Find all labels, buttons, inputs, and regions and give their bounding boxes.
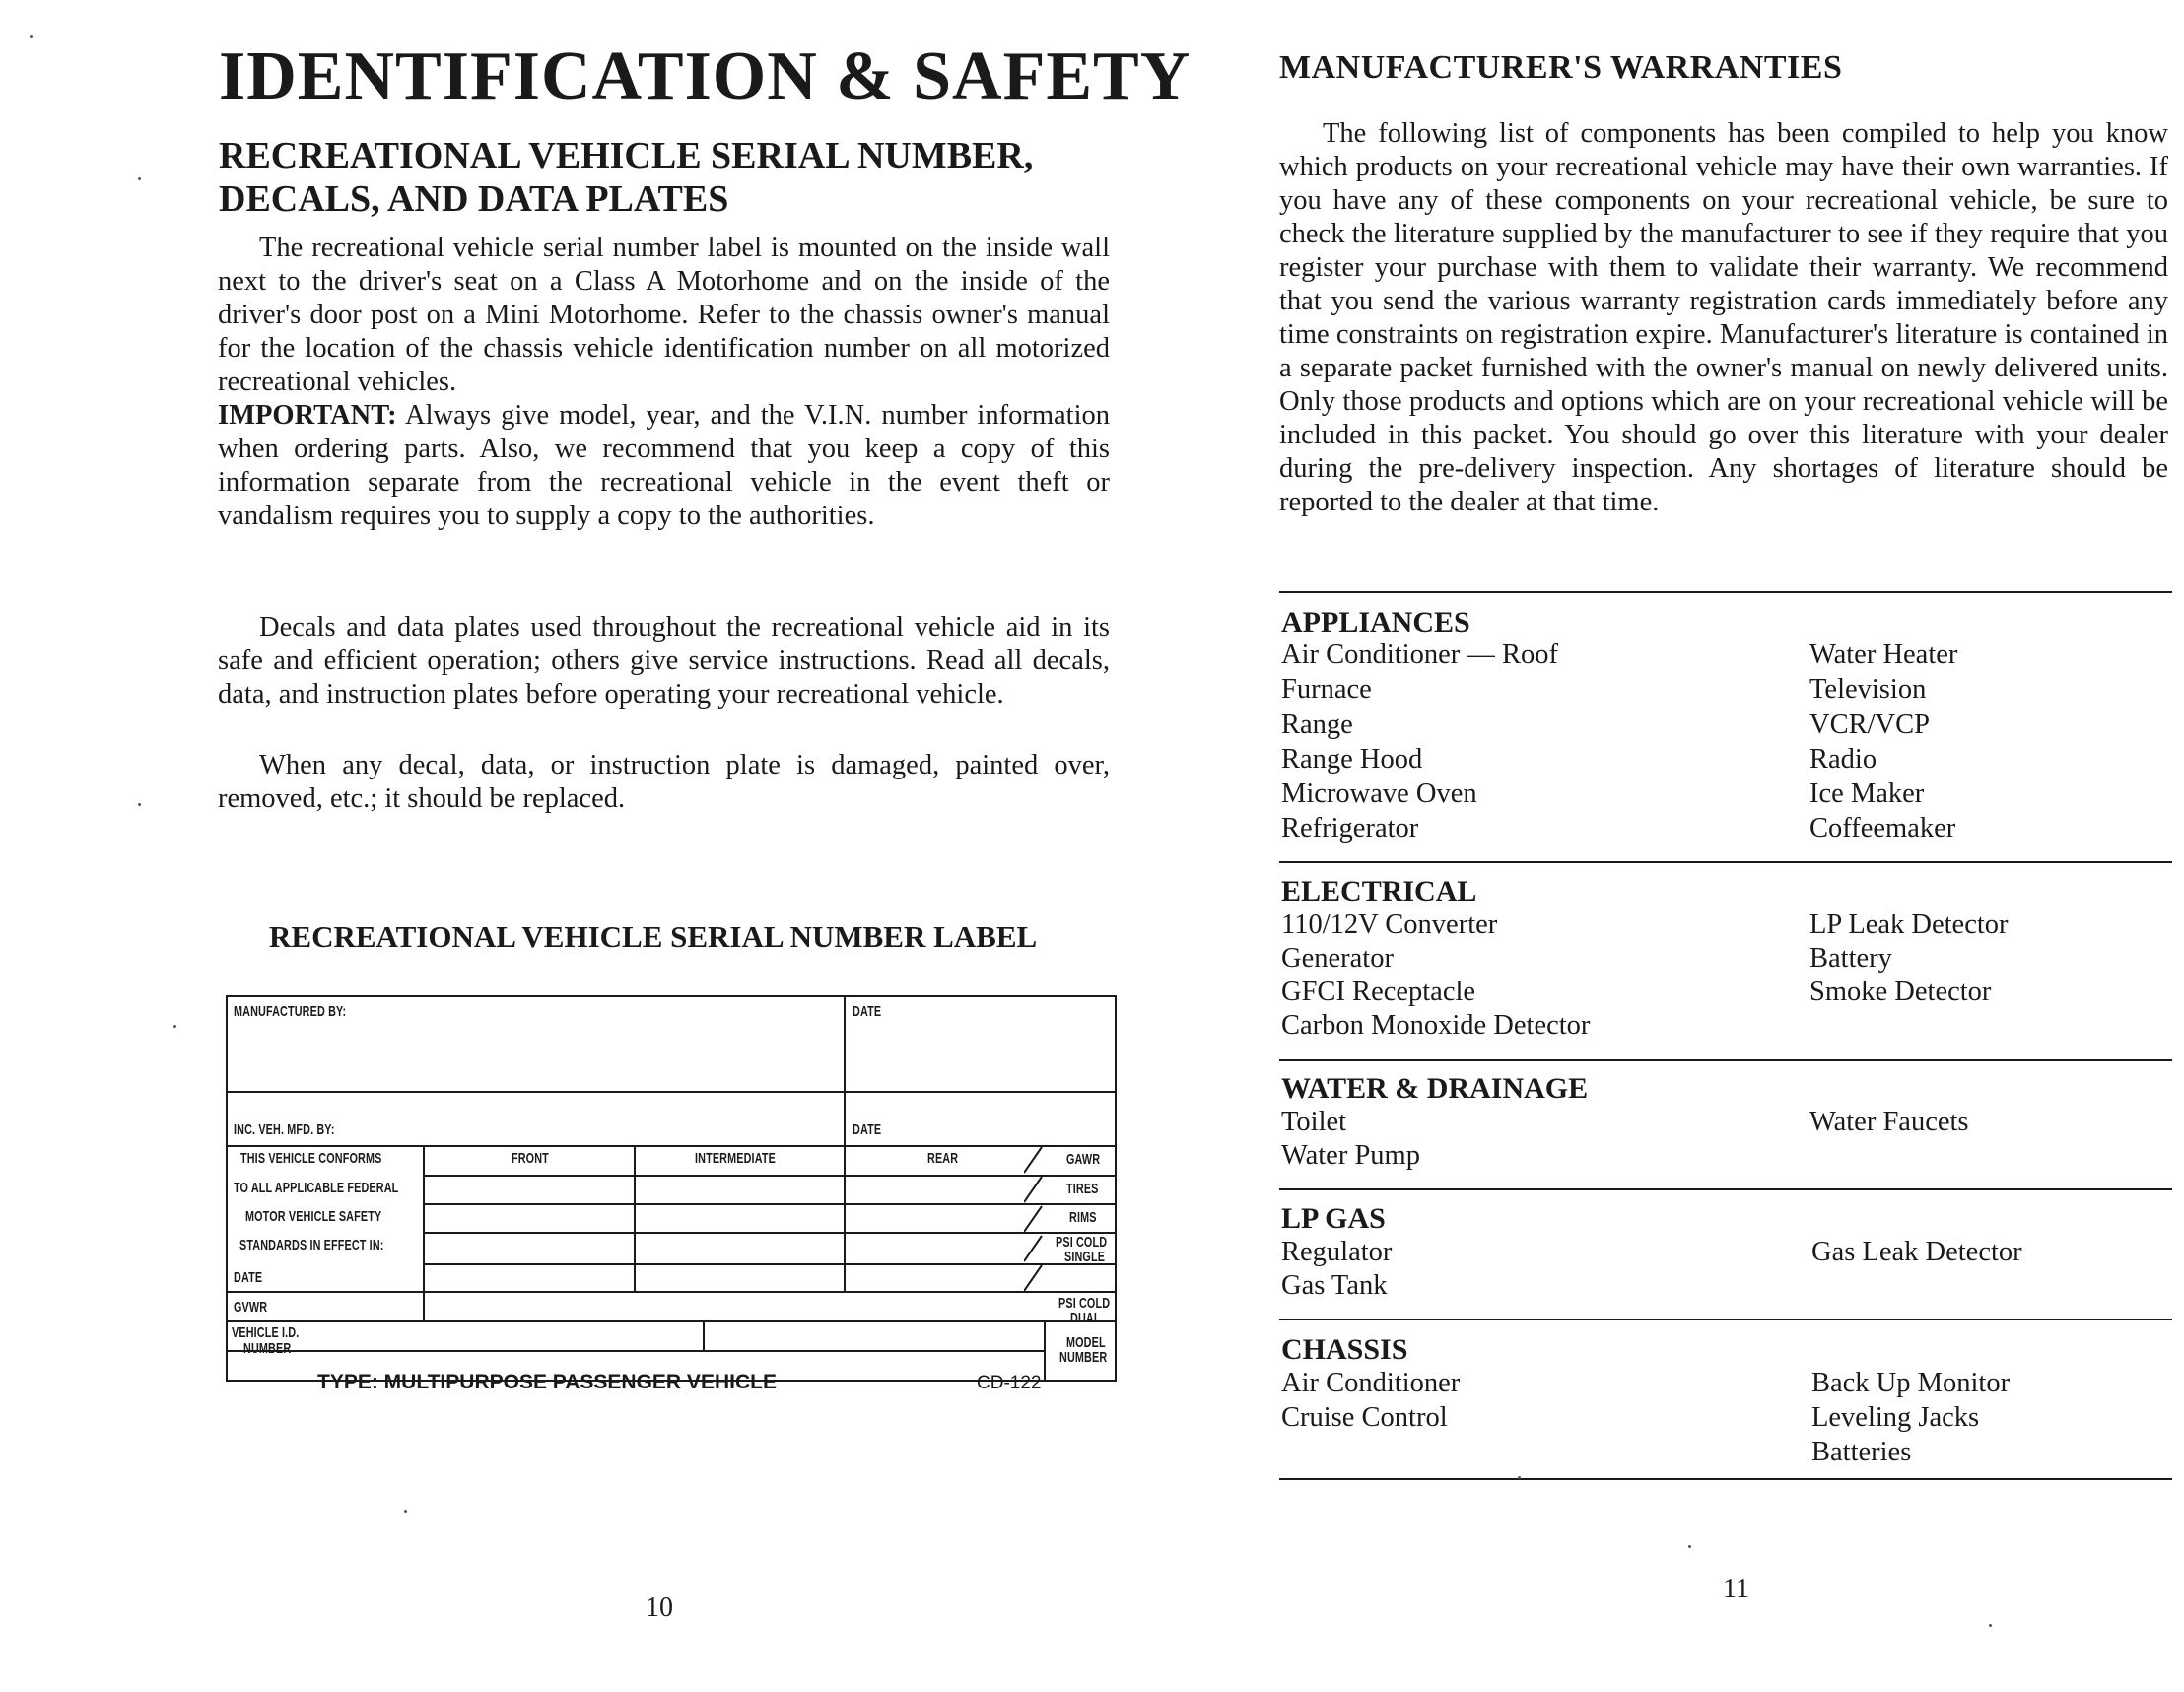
divider [1279,1059,2172,1061]
scan-speck [404,1510,407,1513]
model-number-label-2: NUMBER [1059,1349,1108,1366]
date-label-3: DATE [234,1269,263,1286]
serial-label-text: The recreational vehicle serial number label is mounted on the inside wall next to the driver's seat on a Class A Motorhome and on the inside of the driver's door post on a Mini Motorhome. Refer to the chassis owner's manual for the location of the chassis vehicle identification number on all motorized recreational vehicles. [218,233,1110,397]
row-gawr: GAWR [1066,1151,1101,1168]
scan-speck [1518,1476,1521,1479]
col-rear: REAR [927,1150,959,1167]
component-item: Refrigerator [1281,813,1419,844]
col-front: FRONT [512,1150,549,1167]
component-item: 110/12V Converter [1281,910,1498,940]
component-item: Regulator [1281,1237,1393,1267]
category-heading-electrical: ELECTRICAL [1281,875,1477,908]
row-psi-single-2: SINGLE [1064,1249,1106,1265]
conforms-line-4: STANDARDS IN EFFECT IN: [239,1237,384,1253]
row-rims: RIMS [1069,1209,1097,1226]
important-paragraph [218,399,1110,533]
label-caption: RECREATIONAL VEHICLE SERIAL NUMBER LABEL [269,919,1038,954]
divider-bottom [1279,1478,2172,1480]
replacement-paragraph [218,749,1110,816]
date-label-1: DATE [853,1003,882,1020]
component-item: Carbon Monoxide Detector [1281,1010,1591,1041]
component-item: Television [1809,674,1927,705]
divider-top [1279,591,2172,593]
component-item: Back Up Monitor [1811,1368,2011,1398]
component-item: Ice Maker [1809,778,1925,809]
form-code: CD-122 [977,1373,1042,1393]
component-item: Air Conditioner [1281,1368,1461,1398]
gvwr-label: GVWR [234,1299,268,1316]
scan-speck [173,1025,176,1028]
date-label-2: DATE [853,1121,882,1138]
col-intermediate: INTERMEDIATE [695,1150,776,1167]
model-number-label-1: MODEL [1066,1334,1106,1351]
warranties-title: MANUFACTURER'S WARRANTIES [1279,49,1843,86]
section-heading [219,134,1165,221]
vehicle-id-label-2: NUMBER [243,1340,292,1357]
component-item: Water Faucets [1809,1107,1969,1137]
decals-text: Decals and data plates used throughout the recreational vehicle aid in its safe and efficient operation; others give service instructions. Read all decals, data, and instruction plates before operating your recreational vehicle. [218,612,1110,710]
warranties-intro [1279,117,2168,519]
replacement-text: When any decal, data, or instruction plate is damaged, painted over, removed, etc.; it should be replaced. [218,750,1110,814]
scan-speck [1989,1624,1992,1627]
component-item: Generator [1281,943,1394,974]
component-item: GFCI Receptacle [1281,977,1476,1007]
component-item: Batteries [1811,1437,1912,1467]
component-item: Radio [1809,744,1877,775]
component-item: Range Hood [1281,744,1423,775]
page-title: IDENTIFICATION & SAFETY [219,38,1192,114]
component-item: Gas Tank [1281,1270,1388,1301]
component-item: Smoke Detector [1809,977,1992,1007]
category-heading-appliances: APPLIANCES [1281,606,1470,639]
row-psi-dual-1: PSI COLD [1058,1295,1111,1312]
row-tires: TIRES [1066,1181,1099,1197]
conforms-line-3: MOTOR VEHICLE SAFETY [245,1208,382,1225]
divider [1279,1319,2172,1320]
inc-veh-mfd-by-label: INC. VEH. MFD. BY: [234,1121,335,1138]
conforms-line-1: THIS VEHICLE CONFORMS [240,1150,382,1167]
component-item: VCR/VCP [1809,710,1930,740]
vehicle-id-label-1: VEHICLE I.D. [232,1324,300,1341]
scan-speck [30,35,33,38]
component-item: LP Leak Detector [1809,910,2009,940]
component-item: Coffeemaker [1809,813,1956,844]
row-psi-single-1: PSI COLD [1056,1234,1108,1251]
category-heading-chassis: CHASSIS [1281,1333,1408,1366]
divider [1279,1188,2172,1190]
component-item: Range [1281,710,1353,740]
component-item: Gas Leak Detector [1811,1237,2022,1267]
vehicle-type: TYPE: MULTIPURPOSE PASSENGER VEHICLE [317,1371,777,1393]
manufactured-by-label: MANUFACTURED BY: [234,1003,347,1020]
decals-paragraph [218,611,1110,711]
page-number-right: 11 [1723,1574,1749,1604]
scan-speck [1688,1545,1691,1548]
row-psi-dual-2: DUAL [1070,1310,1101,1326]
category-heading-lp-gas: LP GAS [1281,1202,1386,1235]
section-heading-line1: RECREATIONAL VEHICLE SERIAL NUMBER, [219,135,1034,176]
scan-speck [138,803,141,806]
page-number-left: 10 [646,1592,673,1623]
component-item: Cruise Control [1281,1402,1448,1433]
serial-number-label-form [226,995,1117,1393]
important-text: Always give model, year, and the V.I.N. number information when ordering parts. Also, we recommend that you keep a copy of this information separate from the recreational vehicle in the event theft or vandalism requires you to supply a copy to the authorities. [218,400,1110,531]
section-heading-line2: DECALS, AND DATA PLATES [219,178,729,220]
component-item: Water Pump [1281,1140,1420,1171]
component-item: Air Conditioner — Roof [1281,640,1559,670]
component-item: Furnace [1281,674,1372,705]
warranties-intro-text: The following list of components has been compiled to help you know which products on your recreational vehicle may have their own warranties. If you have any of these components on your recreational vehicle, be sure to check the literature supplied by the manufacturer to see if they require that you register your purchase with them to validate their warranty. We recommend that you send the various warranty registration cards immediately before any time constraints on registration expire. Manufacturer's literature is contained in a separate packet furnished with the owner's manual on newly delivered units. Only those products and options which are on your recreational vehicle will be included in this packet. You should go over this literature with your dealer during the pre-delivery inspection. Any shortages of literature should be reported to the dealer at that time. [1279,118,2168,517]
category-heading-water: WATER & DRAINAGE [1281,1072,1589,1105]
divider [1279,861,2172,863]
important-label: IMPORTANT: [218,400,397,431]
scan-speck [138,177,141,180]
component-item: Water Heater [1809,640,1958,670]
component-item: Microwave Oven [1281,778,1477,809]
conforms-line-2: TO ALL APPLICABLE FEDERAL [234,1180,399,1196]
serial-label-paragraph [218,232,1110,399]
component-item: Toilet [1281,1107,1347,1137]
component-item: Leveling Jacks [1811,1402,1980,1433]
component-item: Battery [1809,943,1892,974]
